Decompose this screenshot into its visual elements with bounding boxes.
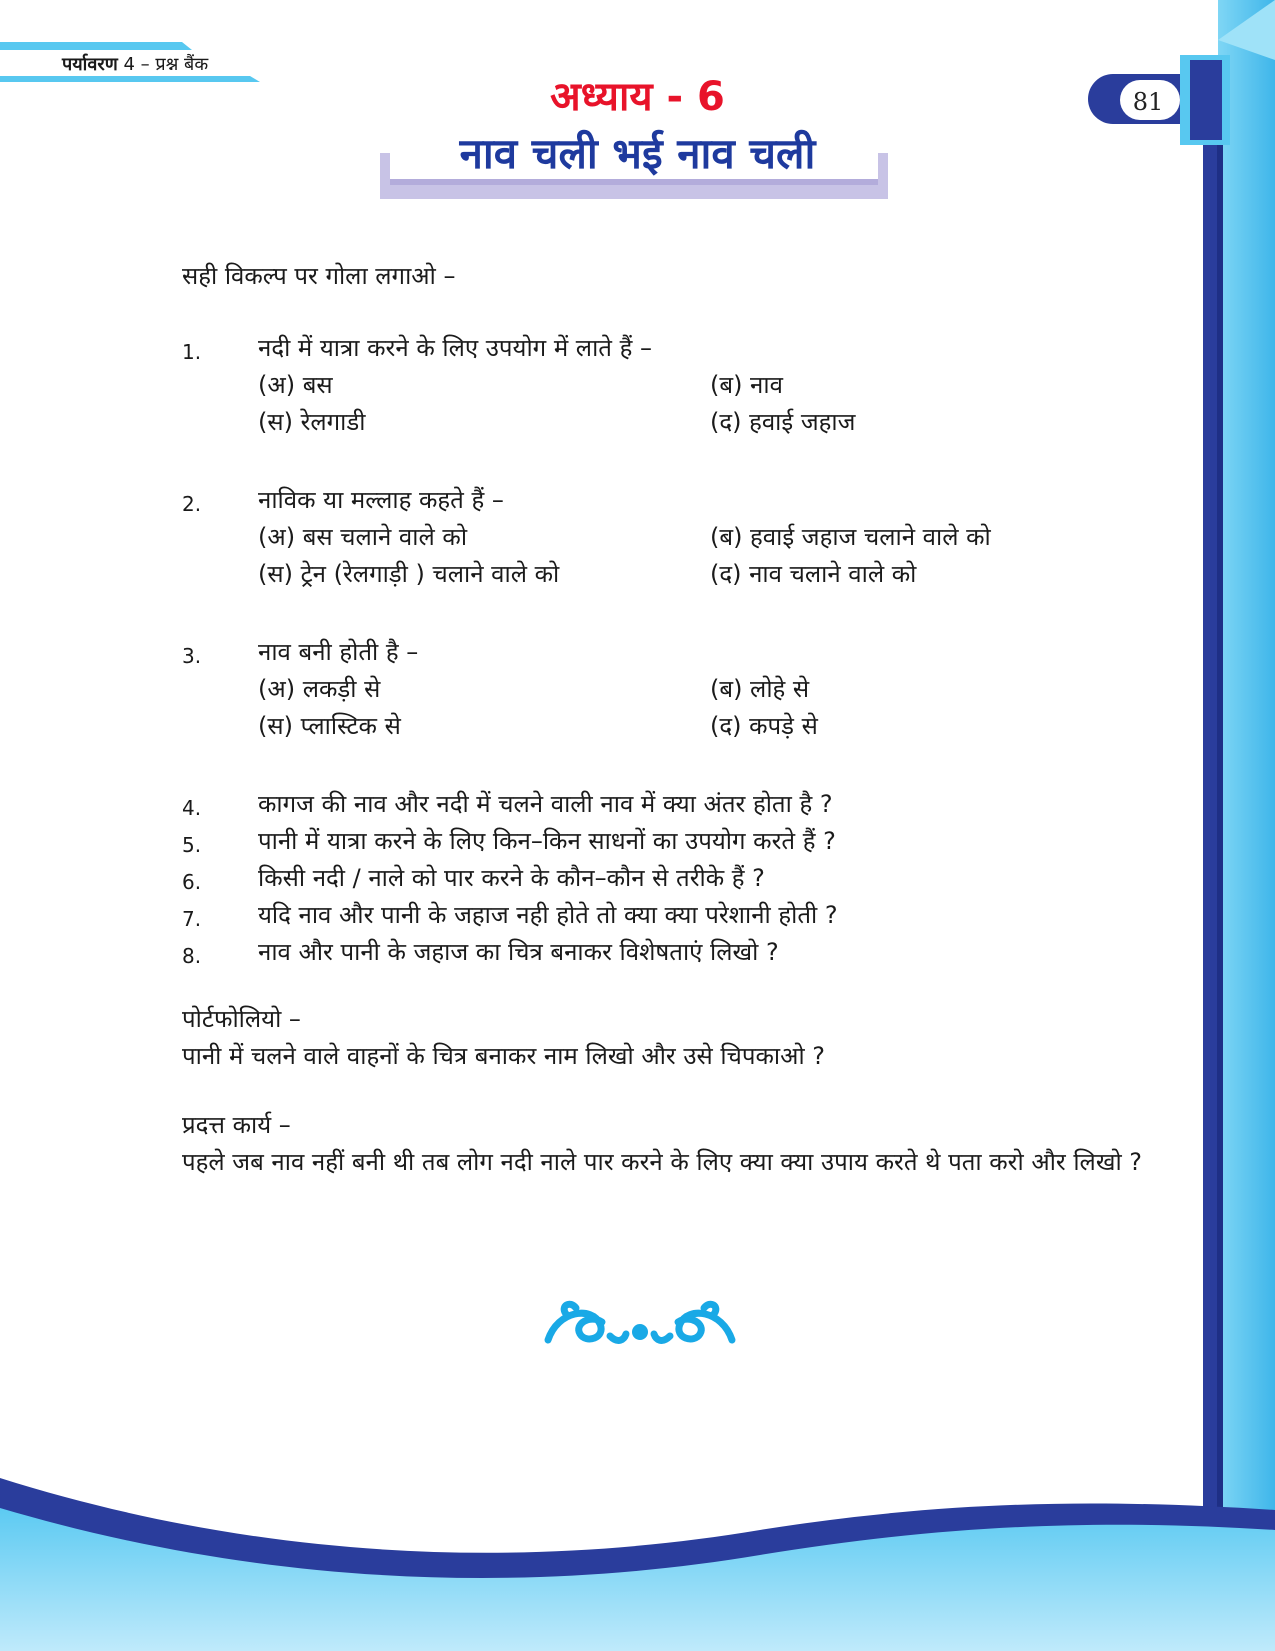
option-b: (ब) नाव	[710, 371, 783, 399]
question-text: यदि नाव और पानी के जहाज नही होते तो क्या क्या परेशानी होती ?	[258, 901, 838, 929]
portfolio-heading: पोर्टफोलियो –	[182, 1005, 301, 1033]
chapter-label: अध्याय - 6	[550, 74, 725, 120]
option-c: (स) ट्रेन (रेलगाड़ी ) चलाने वाले को	[258, 560, 560, 588]
question-text: पानी में यात्रा करने के लिए किन–किन साधनों का उपयोग करते हैं ?	[258, 827, 836, 855]
assignment-heading: प्रदत्त कार्य –	[182, 1111, 291, 1139]
option-d: (द) कपड़े से	[710, 712, 818, 740]
ornament-divider-icon	[540, 1300, 740, 1350]
header-book: 4 – प्रश्न बैंक	[123, 54, 209, 75]
question-text: नाव और पानी के जहाज का चित्र बनाकर विशेषताएं लिखो ?	[258, 938, 779, 966]
option-a: (अ) बस चलाने वाले को	[258, 523, 468, 551]
instruction: सही विकल्प पर गोला लगाओ –	[182, 262, 456, 290]
question-number: 2.	[182, 492, 202, 516]
question-number: 8.	[182, 944, 202, 968]
option-d: (द) हवाई जहाज	[710, 408, 856, 436]
question-number: 6.	[182, 870, 202, 894]
question-number: 7.	[182, 907, 202, 931]
option-d: (द) नाव चलाने वाले को	[710, 560, 917, 588]
chapter-title: नाव चली भई नाव चली	[459, 129, 816, 178]
option-a: (अ) लकड़ी से	[258, 675, 381, 703]
option-b: (ब) लोहे से	[710, 675, 810, 703]
portfolio-text: पानी में चलने वाले वाहनों के चित्र बनाकर नाम लिखो और उसे चिपकाओ ?	[182, 1042, 826, 1070]
option-c: (स) रेलगाडी	[258, 408, 366, 436]
question-text: कागज की नाव और नदी में चलने वाली नाव में क्या अंतर होता है ?	[258, 790, 833, 818]
question-number: 4.	[182, 796, 202, 820]
question-text: नाविक या मल्लाह कहते हैं –	[258, 486, 504, 514]
option-b: (ब) हवाई जहाज चलाने वाले को	[710, 523, 991, 551]
option-c: (स) प्लास्टिक से	[258, 712, 401, 740]
option-a: (अ) बस	[258, 371, 333, 399]
assignment-text: पहले जब नाव नहीं बनी थी तब लोग नदी नाले पार करने के लिए क्या क्या उपाय करते थे पता करो और लिखो ?	[182, 1148, 1143, 1176]
header-subject: पर्यावरण	[62, 54, 118, 75]
page-number: 81	[1132, 88, 1164, 116]
question-number: 5.	[182, 833, 202, 857]
question-text: किसी नदी / नाले को पार करने के कौन–कौन से तरीके हैं ?	[258, 864, 765, 892]
question-number: 1.	[182, 340, 202, 364]
side-band	[1203, 0, 1275, 1518]
question-text: नाव बनी होती है –	[258, 638, 419, 666]
question-text: नदी में यात्रा करने के लिए उपयोग में लाते हैं –	[258, 334, 652, 362]
question-number: 3.	[182, 644, 202, 668]
bottom-wave	[0, 1478, 1275, 1651]
